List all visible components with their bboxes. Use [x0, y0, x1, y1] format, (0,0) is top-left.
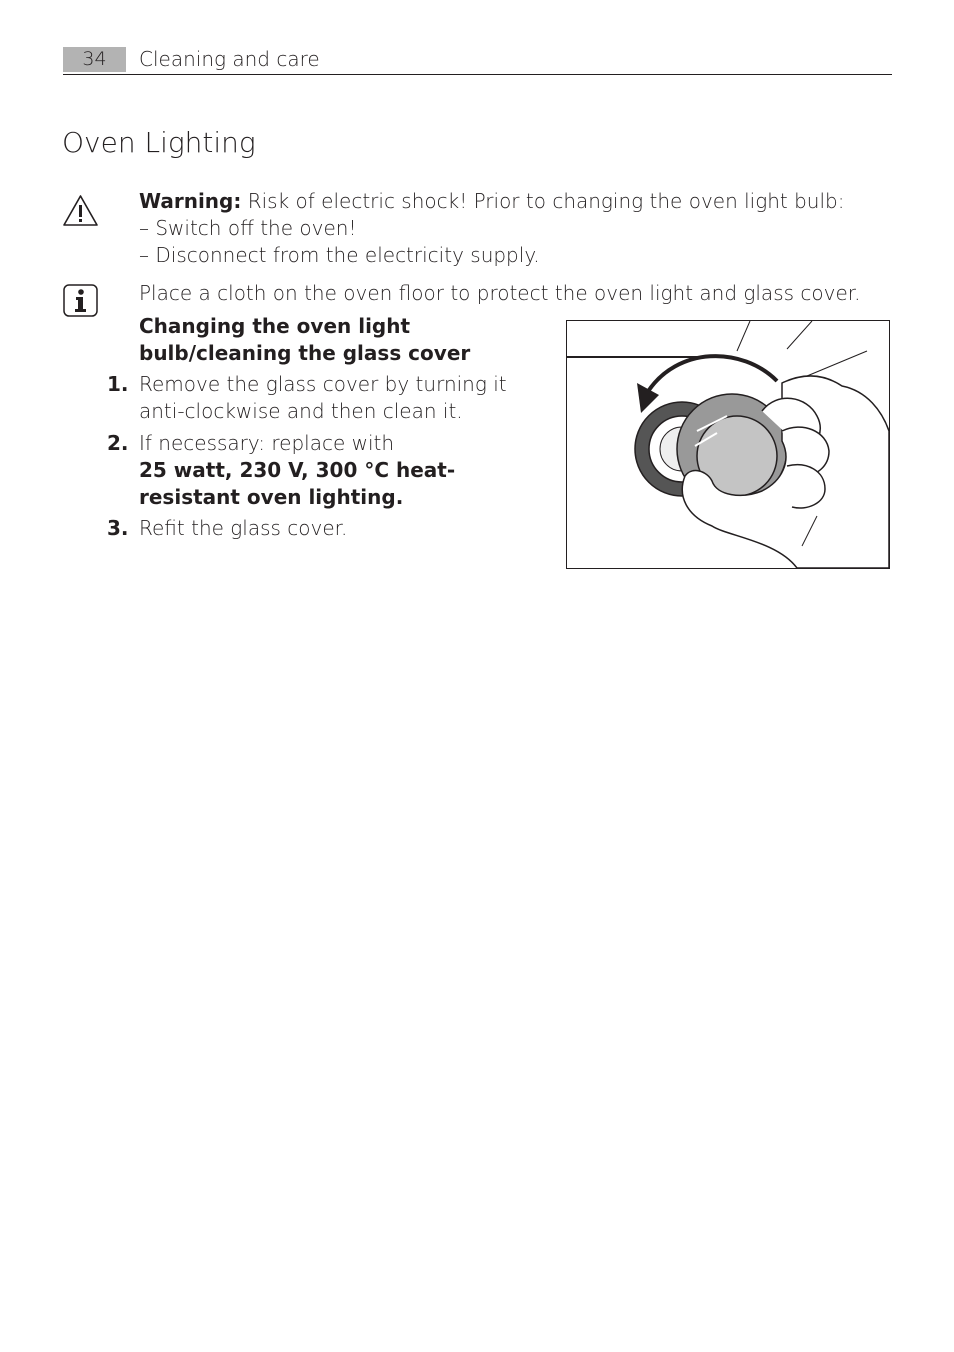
warning-item: – Switch off the oven! [139, 216, 357, 240]
step-text: Refit the glass cover. [139, 516, 348, 540]
step-text [139, 430, 549, 511]
header-rule [63, 74, 892, 75]
warning-text: Risk of electric shock! Prior to changing the oven light bulb: [241, 189, 845, 213]
step-number: 2. [107, 431, 129, 455]
illustration-drawing [567, 321, 889, 568]
step-text: Remove the glass cover by turning it anti-clockwise and then clean it. [139, 372, 507, 423]
info-icon [63, 284, 98, 317]
warning-block [139, 188, 844, 269]
procedure-heading: Changing the oven light bulb/cleaning the glass cover [139, 314, 471, 365]
section-title: Cleaning and care [139, 47, 320, 71]
warning-label: Warning: [139, 189, 242, 213]
warning-triangle-icon [62, 194, 99, 227]
warning-item: – Disconnect from the electricity supply. [139, 243, 540, 267]
step-text-plain: If necessary: replace with [139, 431, 395, 455]
info-text: Place a cloth on the oven floor to protect the oven light and glass cover. [139, 281, 861, 305]
step-number: 1. [107, 372, 129, 396]
step-text-bold: 25 watt, 230 V, 300 °C heat-resistant oven lighting. [139, 458, 456, 509]
page-title: Oven Lighting [62, 126, 256, 159]
page-number: 34 [63, 47, 126, 72]
step-number: 3. [107, 516, 129, 540]
glass-cover-illustration [566, 320, 890, 569]
